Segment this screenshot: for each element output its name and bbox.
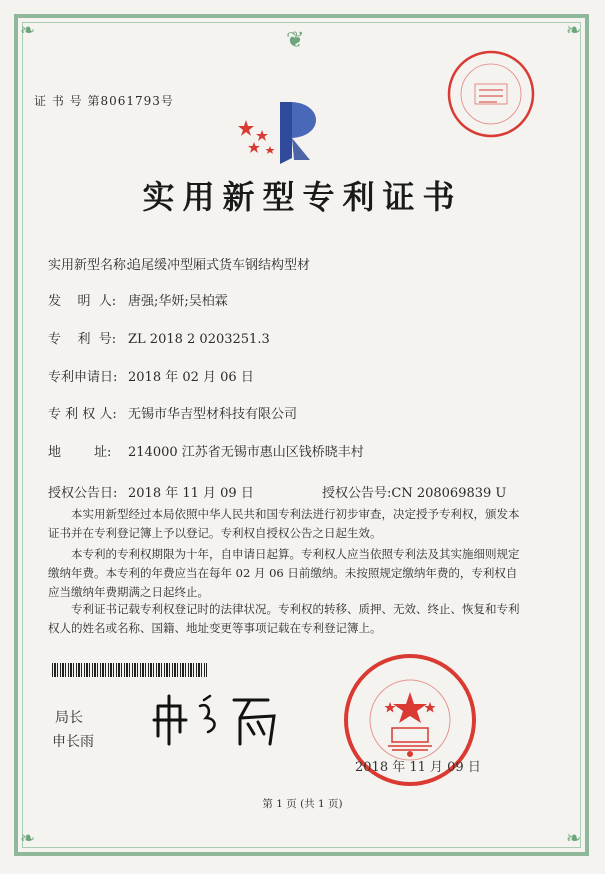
- field-value: 追尾缓冲型厢式货车钢结构型材: [128, 258, 311, 273]
- page-footer: 第 1 页 (共 1 页): [262, 798, 343, 810]
- field-value: 唐强;华妍;吴柏霖: [128, 294, 228, 309]
- certificate-title: 实用新型专利证书: [142, 178, 463, 216]
- signer-name: 申长雨: [52, 734, 94, 750]
- corner-ornament-icon: ❧: [20, 20, 36, 41]
- field-application-date: [48, 366, 254, 385]
- corner-ornament-icon: ❧: [566, 828, 582, 849]
- signature-icon: [150, 688, 290, 748]
- paragraph-legal-status: 专利证书记载专利权登记时的法律状况。专利权的转移、质押、无效、终止、恢复和专利权人的姓名或名称、国籍、地址变更等事项记载在专利登记簿上。: [48, 602, 520, 635]
- signer-title: 局长: [55, 710, 83, 726]
- patent-office-logo-icon: [232, 98, 342, 168]
- field-value: 无锡市华吉型材科技有限公司: [128, 407, 298, 422]
- field-utility-model-name: [48, 254, 310, 273]
- field-label: 专 利 号:: [48, 332, 117, 347]
- paragraph-grant: 本实用新型经过本局依照中华人民共和国专利法进行初步审查，决定授予专利权，颁发本证书并在专利登记簿上予以登记。专利权自授权公告之日起生效。: [48, 507, 520, 540]
- field-label: 实用新型名称:: [48, 258, 131, 273]
- certificate-number: 证 书 号 第8061793号: [34, 94, 174, 108]
- seal-date: 2018 年 11 月 09 日: [355, 760, 481, 775]
- field-patentee: [48, 403, 297, 422]
- field-inventors: [48, 290, 228, 309]
- field-label: 专 利 权 人:: [48, 407, 117, 422]
- publication-number: 授权公告号:CN 208069839 U: [322, 486, 507, 501]
- corner-ornament-icon: ❧: [20, 828, 36, 849]
- paragraph-term: 本专利的专利权期限为十年，自申请日起算。专利权人应当依照专利法及其实施细则规定缴纳年费。本专利的年费应当在每年 02 月 06 日前缴纳。未按照规定缴纳年费的，专利权自应当缴纳年费期满之日起终止。: [48, 547, 520, 599]
- field-label: 专利申请日:: [48, 370, 118, 385]
- field-label: 授权公告日:: [48, 486, 118, 501]
- agency-stamp-icon: [445, 48, 537, 140]
- field-value: ZL 2018 2 0203251.3: [128, 332, 270, 347]
- barcode: [52, 663, 207, 677]
- field-label: 发 明 人:: [48, 294, 117, 309]
- corner-ornament-icon: ❧: [566, 20, 582, 41]
- field-value: 2018 年 02 月 06 日: [128, 370, 254, 385]
- field-patent-number: [48, 328, 270, 347]
- field-value: 214000 江苏省无锡市惠山区钱桥晓丰村: [128, 445, 364, 460]
- field-address: [48, 441, 364, 460]
- field-value: 2018 年 11 月 09 日: [128, 486, 254, 501]
- field-label: 地 址:: [48, 445, 112, 460]
- field-grant-date: [48, 482, 254, 501]
- top-ornament-icon: ❦: [286, 28, 305, 53]
